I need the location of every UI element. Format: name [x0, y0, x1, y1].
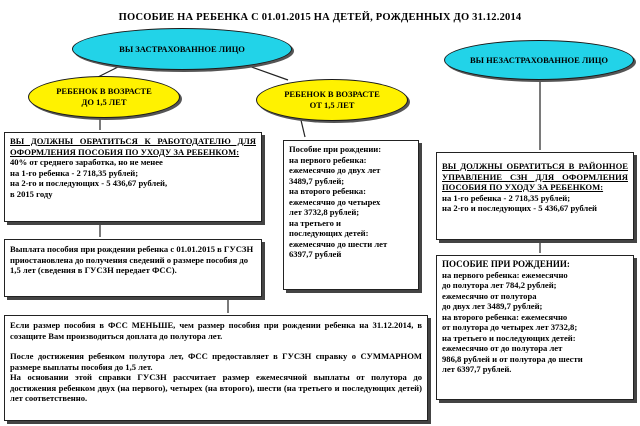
employer-line2: на 1-го ребенка - 2 718,35 рублей; — [10, 167, 139, 178]
birth2-heading: ПОСОБИЕ ПРИ РОЖДЕНИИ: — [442, 259, 570, 269]
szn-box — [436, 152, 634, 240]
birth2-line2: до полутора лет 784,2 рублей; — [442, 280, 557, 290]
birth2-line7: на третьего и последующих детей: — [442, 332, 576, 343]
birth-line6: ежемесячно до четырех — [289, 196, 381, 207]
insured-ellipse — [72, 28, 292, 70]
birth2-line9: 986,8 рублей и от полутора до шести — [442, 353, 583, 364]
suspended-text: Выплата пособия при рождении ребенка с 01.01.2015 в ГУСЗН приостановлена до получения сведений о размере пособия до 1,5 лет (сведения в ГУСЗН передает ФСС). — [10, 244, 254, 275]
birth-line8: на третьего и — [289, 217, 341, 228]
szn-heading: ВЫ ДОЛЖНЫ ОБРАТИТЬСЯ В РАЙОННОЕ УПРАВЛЕНИЕ СЗН ДЛЯ ОФОРМЛЕНИЯ ПОСОБИЯ ПО УХОДУ ЗА РЕБЕНКОМ: — [442, 161, 628, 192]
uninsured-label: ВЫ НЕЗАСТРАХОВАННОЕ ЛИЦО — [469, 54, 609, 65]
birth2-line5: на второго ребенка: ежемесячно — [442, 311, 568, 322]
page-title: ПОСОБИЕ НА РЕБЕНКА С 01.01.2015 НА ДЕТЕЙ, РОЖДЕННЫХ ДО 31.12.2014 — [118, 12, 522, 23]
birth-line7: лет 3732,8 рублей; — [289, 207, 360, 217]
birth2-line1: на первого ребенка: ежемесячно — [442, 269, 568, 280]
fss-p2-end: размере выплаты пособия до 1,5 лет. — [10, 361, 153, 372]
suspended-box — [4, 239, 262, 297]
child-over-ellipse — [256, 79, 408, 121]
birth-line1: Пособие при рождении: — [289, 144, 382, 154]
birth-benefit-box — [283, 140, 419, 290]
birth2-line3: ежемесячно от полутора — [442, 290, 537, 301]
fss-p2-start: После достижения ребенком полутора лет, ФСС предоставляет в ГУСЗН справку о — [10, 351, 361, 361]
birth-benefit-uninsured-box — [436, 255, 634, 400]
employer-line1: 40% от среднего заработка, но не менее — [10, 157, 163, 167]
employer-heading: ВЫ ДОЛЖНЫ ОБРАТИТЬСЯ К РАБОТОДАТЕЛЮ ДЛЯ ОФОРМЛЕНИЯ ПОСОБИЯ ПО УХОДУ ЗА РЕБЕНКОМ: — [10, 136, 256, 157]
fss-p2-emph: СУММАРНОМ — [360, 351, 422, 361]
employer-line3: на 2-го и последующих - 5 436,67 рублей, — [10, 178, 168, 188]
child-under-ellipse — [28, 76, 180, 118]
birth-line4: 3489,7 рублей; — [289, 175, 345, 186]
fss-box — [4, 315, 428, 421]
insured-label: ВЫ ЗАСТРАХОВАННОЕ ЛИЦО — [119, 43, 245, 54]
fss-p1-rest: чем размер пособия при рождении ребенка на 31.12.2014, в созащите Вам производиться доплата до полутора лет. — [10, 320, 422, 341]
employer-line4: в 2015 году — [10, 188, 53, 199]
birth-line10: ежемесячно до шести лет — [289, 238, 388, 249]
birth2-line10: лет 6397,7 рублей. — [442, 364, 512, 374]
child-over-line1: РЕБЕНОК В ВОЗРАСТЕ — [284, 89, 380, 99]
birth-line2: на первого ребенка: — [289, 154, 367, 165]
szn-line1: на 1-го ребенка - 2 718,35 рублей; — [442, 192, 571, 203]
birth-line5: на второго ребенка: — [289, 186, 366, 196]
uninsured-ellipse — [444, 40, 634, 80]
birth-line11: 6397,7 рублей — [289, 249, 342, 259]
employer-box — [4, 132, 262, 222]
fss-p1-emph: Если размер пособия в ФСС МЕНЬШЕ, — [10, 320, 176, 330]
birth-line9: последующих детей: — [289, 228, 369, 238]
birth-line3: ежемесячно до двух лет — [289, 165, 381, 175]
child-under-line1: РЕБЕНОК В ВОЗРАСТЕ — [56, 86, 152, 96]
birth2-line8: ежемесячно от до полутора лет — [442, 343, 563, 353]
child-over-line2: ОТ 1,5 ЛЕТ — [309, 100, 355, 110]
fss-p3: На основании этой справки ГУСЗН рассчитает размер ежемесячной выплаты от полутора до достижения ребенком двух (на первого), четырех (на второго), шести (на третьего и последующих детей) лет соответственно. — [10, 372, 422, 403]
birth2-line4: до двух лет 3489,7 рублей; — [442, 301, 543, 311]
child-under-line2: ДО 1,5 ЛЕТ — [81, 97, 127, 107]
birth2-line6: от полутора до четырех лет 3732,8; — [442, 322, 578, 332]
szn-line2: на 2-го и последующих - 5 436,67 рублей — [442, 203, 597, 213]
